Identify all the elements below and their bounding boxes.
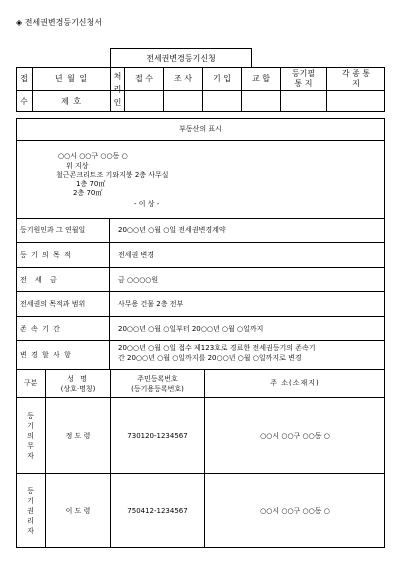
holder-label: 등기권리자	[27, 487, 34, 535]
reception-number: 제 호	[61, 97, 82, 106]
obligor-label-cell	[16, 398, 45, 473]
row-label-scope: 전세권의 목적과 범위	[20, 300, 86, 308]
row-value-purpose: 전세권 변경	[118, 251, 155, 259]
col-name-line-1: 성 명	[67, 374, 89, 383]
document-title: ◈ 전세권변경등기신청서	[16, 18, 102, 27]
row-value-change	[110, 343, 385, 369]
property-line: 철근콘크리트조 기와지붕 2층 사무실	[56, 171, 169, 179]
reception-header-1: 접 수	[135, 74, 153, 83]
col-address: 주 소(소재지)	[270, 379, 320, 387]
process-label: 처리인	[113, 72, 122, 107]
obligor-label: 등기의무자	[27, 411, 34, 460]
holder-name: 이 도 령	[65, 507, 91, 515]
row-value-cause: 20○○년 ○월 ○일 전세권변경계약	[118, 226, 226, 234]
property-line: 1층 70㎡	[76, 180, 106, 188]
obligor-address: ○○시 ○○구 ○○동 ○	[260, 431, 330, 440]
property-line: ○○시 ○○구 ○○동 ○	[58, 152, 128, 160]
row-value-duration: 20○○년 ○월 ○일부터 20○○년 ○월 ○일까지	[118, 324, 264, 333]
reception-header-5: 등기필 통 지	[291, 68, 316, 88]
change-line-1: 20○○년 ○월 ○일 접수 제123호로 경료한 전세권등기의 존속기	[118, 344, 316, 352]
obligor-id: 730120-1234567	[127, 431, 188, 440]
col-type: 구분	[23, 379, 38, 387]
change-line-2: 간 20○○년 ○월 ○일까지를 20○○년 ○월 ○일까지로 변경	[118, 354, 302, 362]
row-value-scope: 사무용 건물 2층 전부	[118, 300, 184, 308]
reception-header-4: 교 합	[252, 74, 270, 83]
col-name	[46, 370, 110, 397]
row-label-deposit: 전 세 금	[20, 275, 60, 284]
property-end-mark: - 이 상 -	[134, 200, 160, 208]
col-id	[111, 370, 204, 397]
row-label-duration: 존 속 기 간	[20, 324, 61, 333]
reception-su: 수	[20, 97, 28, 106]
row-label-change: 변 경 할 사 항	[20, 351, 72, 359]
holder-label-cell	[16, 474, 45, 548]
col-id-line-1: 주민등록번호	[137, 374, 178, 383]
property-line: 위 지상	[66, 162, 89, 170]
obligor-name: 정 도 령	[65, 431, 91, 440]
property-header: 부동산의 표시	[179, 125, 222, 133]
row-value-deposit: 금 ○○○○원	[118, 275, 159, 284]
form-title: 전세권변경등기신청	[146, 53, 216, 63]
property-description	[56, 150, 356, 210]
reception-header-6: 각 종 통 지	[341, 68, 371, 88]
row-label-purpose: 등 기 의 목 적	[20, 251, 72, 259]
form-title-box	[110, 48, 252, 68]
reception-date: 년 월 일	[54, 74, 89, 83]
reception-header-2: 조 사	[174, 74, 192, 83]
reception-header-3: 기 입	[213, 74, 231, 83]
holder-address: ○○시 ○○구 ○○동 ○	[260, 507, 330, 515]
row-label-cause: 등기원인과 그 연월일	[20, 226, 86, 234]
col-name-line-2: (상호·명칭)	[60, 384, 96, 393]
property-line: 2층 70㎡	[73, 189, 103, 197]
holder-id: 750412-1234567	[127, 507, 188, 515]
col-id-line-2: (등기용등록번호)	[131, 384, 184, 393]
reception-jeop: 접	[20, 74, 28, 83]
